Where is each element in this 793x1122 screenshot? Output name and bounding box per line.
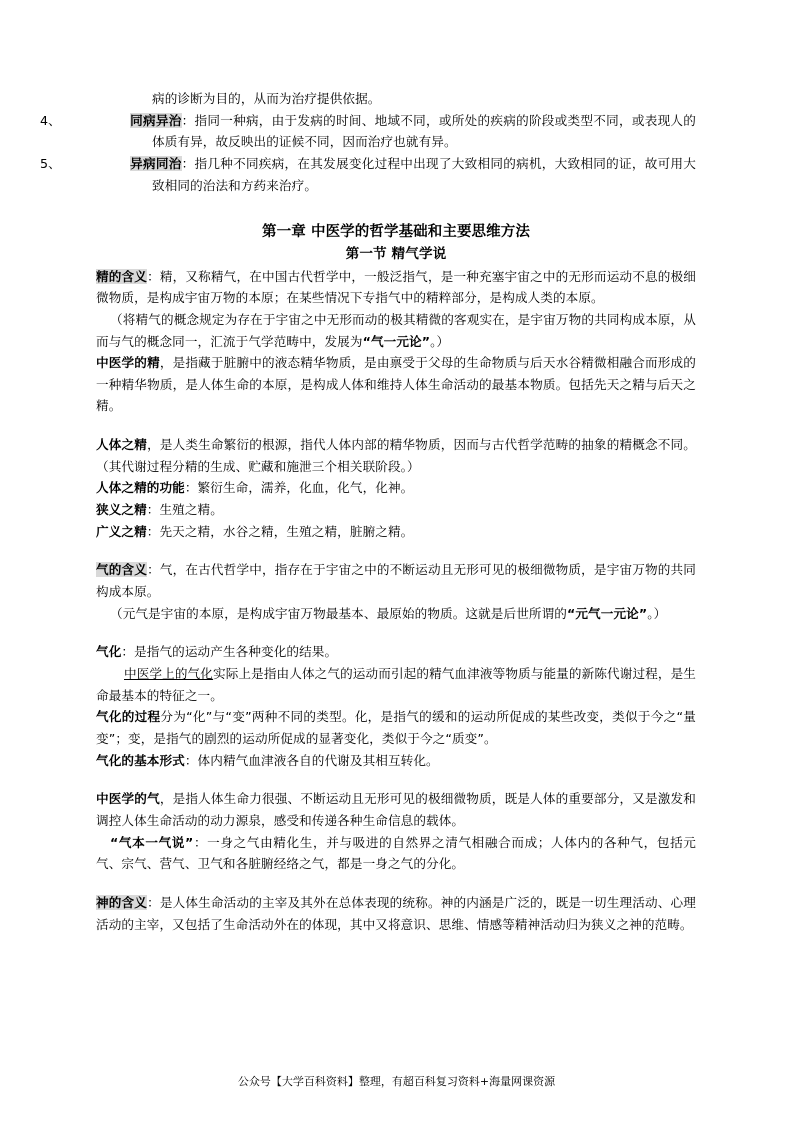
block-xiayi xyxy=(96,499,696,521)
block-qiben xyxy=(96,832,696,875)
text-qiben: ：一身之气由精化生，并与吸进的自然界之清气相融合而成；人体内的各种气，包括元气、宗气、营气、卫气和各脏腑经络之气，都是一身之气的分化。 xyxy=(96,834,696,872)
block-jing-hanyi xyxy=(96,266,696,309)
item-term: 异病同治 xyxy=(130,155,182,171)
text-shen-hanyi: ：是人体生命活动的主宰及其外在总体表现的统称。神的内涵是广泛的，既是一切生理活动、心理活动的主宰，又包括了生命活动外在的体现，其中又将意识、思维、情感等精神活动归为狭义之神的范畴。 xyxy=(96,894,696,932)
spacer xyxy=(96,624,696,641)
note-bold-tail: “元气一元论” xyxy=(566,605,648,621)
block-qihua-zhongyi xyxy=(96,663,696,706)
text-renti-jing-gongneng: ：繁衍生命，濡养，化血，化气，化神。 xyxy=(184,480,414,496)
term-renti-zhijing: 人体之精 xyxy=(96,437,148,453)
block-renti-jing-gongneng xyxy=(96,477,696,499)
block-qi-hanyi xyxy=(96,559,696,602)
text-jing-hanyi: ：精，又称精气，在中国古代哲学中，一般泛指气，是一种充塞宇宙之中的无形而运动不息的极细微物质，是构成宇宙万物的本原；在某些情况下专指气中的精粹部分，是构成人类的本原。 xyxy=(96,268,696,306)
term-guangyi: 广义之精 xyxy=(96,523,147,539)
text-qihua-guocheng: 分为“化”与“变”两种不同的类型。化，是指气的缓和的运动所促成的某些改变，类似于今之“量变”；变，是指气的剧烈的运动所促成的显著变化，类似于今之“质变”。 xyxy=(96,709,696,746)
term-renti-jing-gongneng: 人体之精的功能 xyxy=(96,480,185,496)
text-qihua-xingshi: ：体内精气血津液各自的代谢及其相互转化。 xyxy=(184,752,439,768)
note-bold-tail: “气一元论” xyxy=(362,333,431,349)
note-text: （元气是宇宙的本原，是构成宇宙万物最基本、最原始的物质。这就是后世所谓的 xyxy=(110,605,567,621)
item-number: 4、 xyxy=(40,112,61,128)
term-qihua: 气化 xyxy=(96,644,122,660)
term-zhongyi-jing: 中医学的精 xyxy=(96,355,160,371)
spacer xyxy=(96,417,696,434)
term-shen-hanyi: 神的含义 xyxy=(96,894,148,910)
page-footer: 公众号【大学百科资料】整理，有超百科复习资料+海量网课资源 xyxy=(237,1075,556,1088)
document-body xyxy=(40,88,697,935)
text-zhongyi-jing: ，是指藏于脏腑中的液态精华物质，是由禀受于父母的生命物质与后天水谷精微相融合而形成的一种精华物质，是人体生命的本原，是构成人体和维持人体生命活动的最基本物质。包括先天之精与后天之精。 xyxy=(96,355,697,414)
text-qi-hanyi: ：气，在古代哲学中，指存在于宇宙之中的不断运动且无形可见的极细微物质，是宇宙万物的共同构成本原。 xyxy=(96,562,696,600)
block-guangyi xyxy=(96,521,696,543)
block-qihua xyxy=(96,641,696,663)
item-text: ：指几种不同疾病，在其发展变化过程中出现了大致相同的病机，大致相同的证，故可用大致相同的治法和方药来治疗。 xyxy=(152,155,696,193)
block-jing-note xyxy=(96,309,696,352)
item-text: ：指同一种病，由于发病的时间、地域不同，或所处的疾病的阶段或类型不同，或表现人的体质有异，故反映出的证候不同，因而治疗也就有异。 xyxy=(152,112,696,150)
term-xiayi: 狭义之精 xyxy=(96,502,147,518)
term-qiben: “气本一气说” xyxy=(110,834,194,850)
block-zhongyi-jing xyxy=(96,352,696,417)
text-xiayi: ：生殖之精。 xyxy=(146,502,223,518)
term-qihua-zhongyi: 中医学上的气化 xyxy=(124,666,213,682)
note-tail: 。） xyxy=(430,333,450,349)
block-renti-zhijing xyxy=(96,434,696,477)
note-text: （将精气的概念规定为存在于宇宙之中无形而动的极其精微的客观实在，是宇宙万物的共同构成本原，从而与气的概念同一，汇流于气学范畴中，发展为 xyxy=(96,311,696,349)
block-zhongyi-qi xyxy=(96,788,696,831)
block-qihua-xingshi xyxy=(96,750,696,772)
spacer xyxy=(96,542,696,559)
top-fragment: 病的诊断为目的，从而为治疗提供依据。 xyxy=(152,91,381,106)
spacer xyxy=(96,875,696,892)
term-qihua-xingshi: 气化的基本形式 xyxy=(96,752,185,768)
term-zhongyi-qi: 中医学的气 xyxy=(96,791,160,807)
spacer xyxy=(96,196,696,221)
term-jing-hanyi: 精的含义 xyxy=(96,268,148,284)
text-zhongyi-qi: ，是指人体生命力很强、不断运动且无形可见的极细微物质，既是人体的重要部分，又是激发和调控人体生命活动的动力源泉，感受和传递各种生命信息的载体。 xyxy=(96,791,697,828)
term-qihua-guocheng: 气化的过程 xyxy=(96,709,161,725)
text-qihua-zhongyi: 实际上是指由人体之气的运动而引起的精气血津液等物质与能量的新陈代谢过程，是生命最基本的特征之一。 xyxy=(96,666,696,703)
item-term: 同病异治 xyxy=(130,112,182,128)
text-guangyi: ：先天之精，水谷之精，生殖之精，脏腑之精。 xyxy=(146,523,414,539)
section-title: 第一节 精气学说 xyxy=(345,246,447,263)
term-qi-hanyi: 气的含义 xyxy=(96,562,148,578)
block-qi-note xyxy=(96,603,696,625)
spacer xyxy=(96,771,696,788)
note-tail: 。） xyxy=(647,605,667,621)
numbered-item-4 xyxy=(40,110,696,153)
item-number: 5、 xyxy=(40,155,61,171)
numbered-item-5 xyxy=(40,153,696,196)
chapter-title: 第一章 中医学的哲学基础和主要思维方法 xyxy=(262,224,530,241)
text-renti-zhijing: ，是人类生命繁衍的根源，指代人体内部的精华物质，因而与古代哲学范畴的抽象的精概念不同。（其代谢过程分精的生成、贮藏和施泄三个相关联阶段。） xyxy=(96,437,696,474)
block-shen-hanyi xyxy=(96,892,696,935)
block-qihua-guocheng xyxy=(96,706,696,749)
text-qihua: ：是指气的运动产生各种变化的结果。 xyxy=(121,644,338,660)
